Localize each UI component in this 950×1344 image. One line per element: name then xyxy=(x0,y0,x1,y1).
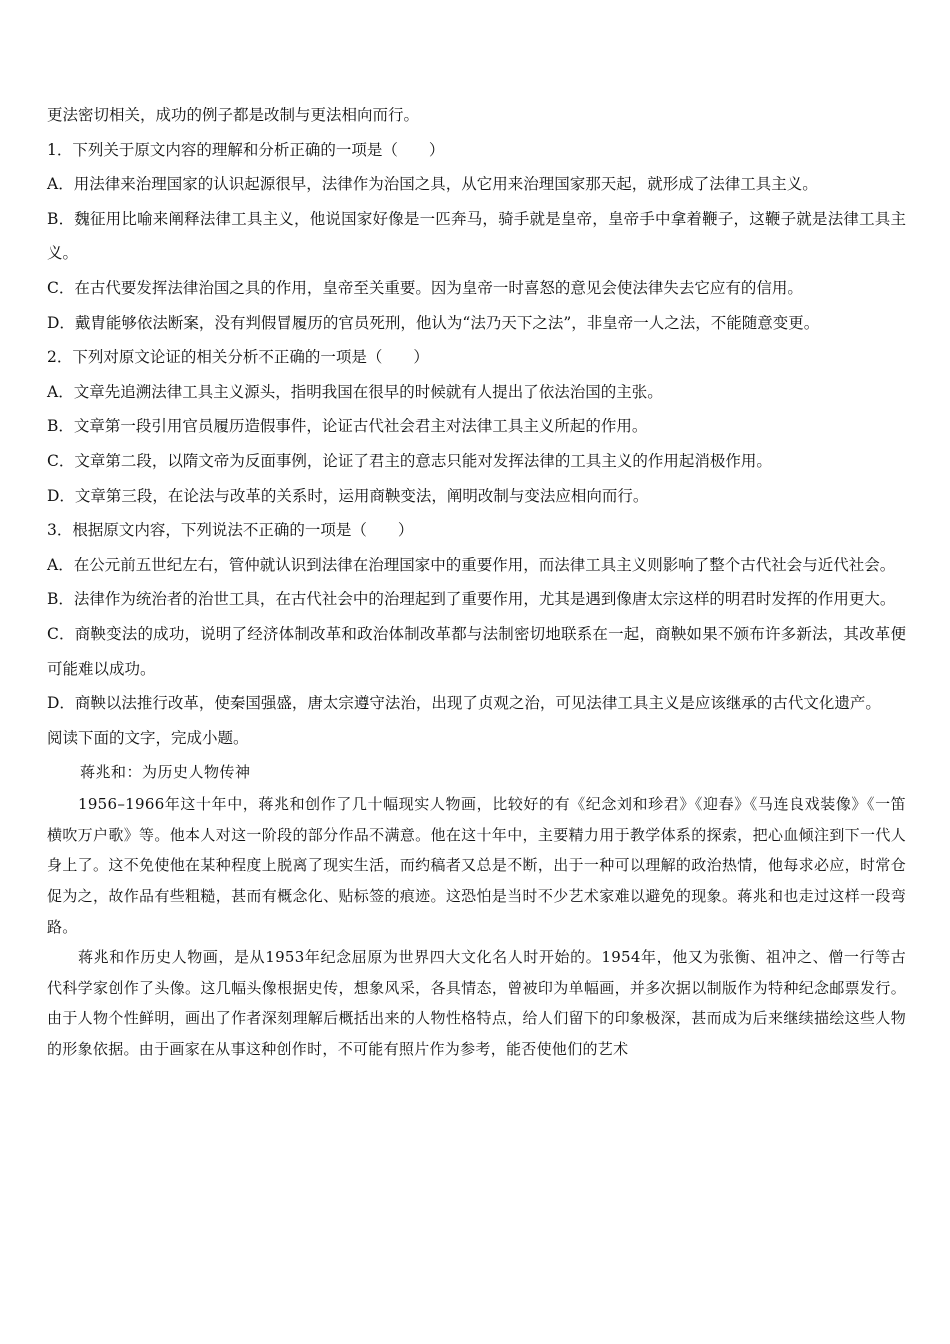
article xyxy=(47,755,906,1064)
question-1-option-d: D．戴胄能够依法断案，没有判假冒履历的官员死刑，他认为“法乃天下之法”，非皇帝一人之法，不能随意变更。 xyxy=(47,313,820,332)
reading-instruction: 阅读下面的文字，完成小题。 xyxy=(47,728,249,747)
article-paragraph-1: 1956–1966年这十年中，蒋兆和创作了几十幅现实人物画，比较好的有《纪念刘和珍君》《迎春》《马连良戏装像》《一笛横吹万户歌》等。他本人对这一阶段的部分作品不满意。他在这十年中，主要精力用于教学体系的探索，把心血倾注到下一代人身上了。这不免使他在某种程度上脱离了现实生活，而约稿者又总是不断，出于一种可以理解的政治热情，他每求必应，时常仓促为之，故作品有些粗糙，甚而有概念化、贴标签的痕迹。这恐怕是当时不少艺术家难以避免的现象。蒋兆和也走过这样一段弯路。 xyxy=(47,795,906,936)
question-2-option-c: C．文章第二段，以隋文帝为反面事例，论证了君主的意志只能对发挥法律的工具主义的作用起消极作用。 xyxy=(47,451,772,470)
question-3-option-c: C．商鞅变法的成功，说明了经济体制改革和政治体制改革都与法制密切地联系在一起，商鞅如果不颁布许多新法，其改革便可能难以成功。 xyxy=(47,624,906,678)
question-1 xyxy=(47,133,906,341)
question-2-option-a: A．文章先追溯法律工具主义源头，指明我国在很早的时候就有人提出了依法治国的主张。 xyxy=(47,382,663,401)
question-1-stem: 1．下列关于原文内容的理解和分析正确的一项是（ ） xyxy=(47,140,445,159)
question-3-option-a: A．在公元前五世纪左右，管仲就认识到法律在治理国家中的重要作用，而法律工具主义则影响了整个古代社会与近代社会。 xyxy=(47,555,896,574)
question-1-option-c: C．在古代要发挥法律治国之具的作用，皇帝至关重要。因为皇帝一时喜怒的意见会使法律失去它应有的信用。 xyxy=(47,278,803,297)
question-3-option-b: B．法律作为统治者的治世工具，在古代社会中的治理起到了重要作用，尤其是遇到像唐太宗这样的明君时发挥的作用更大。 xyxy=(47,590,896,609)
question-2 xyxy=(47,340,906,513)
question-3-stem: 3．根据原文内容，下列说法不正确的一项是（ ） xyxy=(47,521,414,540)
question-2-option-b: B．文章第一段引用官员履历造假事件，论证古代社会君主对法律工具主义所起的作用。 xyxy=(47,417,648,436)
continuation-text: 更法密切相关，成功的例子都是改制与更法相向而行。 xyxy=(47,106,420,124)
question-2-option-d: D．文章第三段，在论法与改革的关系时，运用商鞅变法，阐明改制与变法应相向而行。 xyxy=(47,486,649,505)
question-2-stem: 2．下列对原文论证的相关分析不正确的一项是（ ） xyxy=(47,348,429,367)
question-3-option-d: D．商鞅以法推行改革，使秦国强盛，唐太宗遵守法治，出现了贞观之治，可见法律工具主义是应该继承的古代文化遗产。 xyxy=(47,694,881,713)
article-title: 蒋兆和：为历史人物传神 xyxy=(80,763,251,782)
article-paragraph-2: 蒋兆和作历史人物画，是从1953年纪念屈原为世界四大文化名人时开始的。1954年，他又为张衡、祖冲之、僧一行等古代科学家创作了头像。这几幅头像根据史传，想象风采，各具情态，曾被印为单幅画，并多次据以制版作为特种纪念邮票发行。由于人物个性鲜明，画出了作者深刻理解后概括出来的人物性格特点，给人们留下的印象极深，甚而成为后来继续描绘这些人物的形象依据。由于画家在从事这种创作时，不可能有照片作为参考，能否使他们的艺术 xyxy=(47,948,906,1059)
question-1-option-a: A．用法律来治理国家的认识起源很早，法律作为治国之具，从它用来治理国家那天起，就形成了法律工具主义。 xyxy=(47,175,818,194)
question-3 xyxy=(47,513,906,721)
question-1-option-b: B．魏征用比喻来阐释法律工具主义，他说国家好像是一匹奔马，骑手就是皇帝，皇帝手中拿着鞭子，这鞭子就是法律工具主义。 xyxy=(47,209,906,263)
